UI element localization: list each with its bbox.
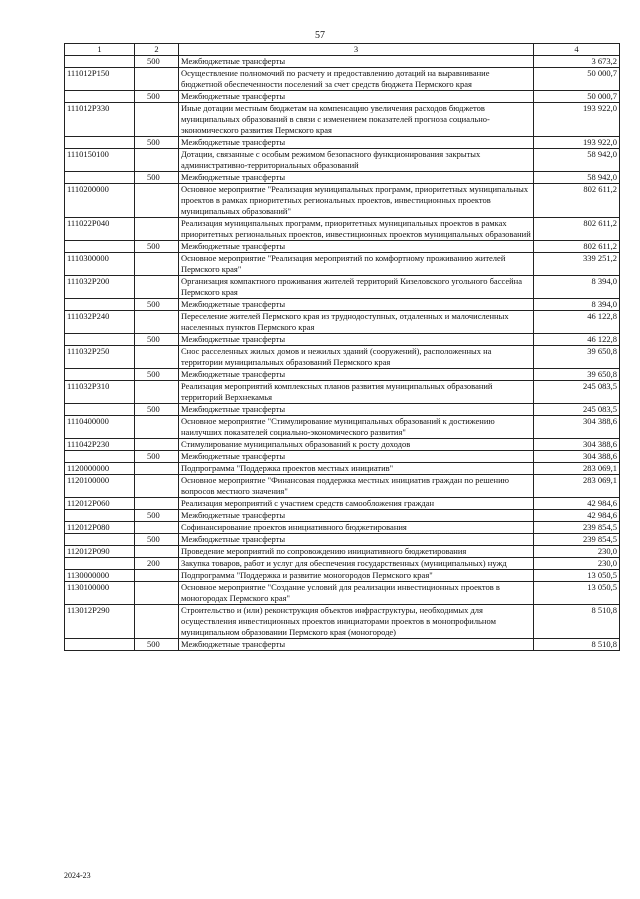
row-expense-type bbox=[135, 416, 179, 439]
row-expense-type bbox=[135, 439, 179, 451]
row-description: Межбюджетные трансферты bbox=[179, 334, 534, 346]
budget-table bbox=[64, 43, 620, 651]
table-row bbox=[65, 463, 620, 475]
table-row bbox=[65, 439, 620, 451]
row-description: Основное мероприятие "Создание условий для реализации инвестиционных проектов в моногородах Пермского края" bbox=[179, 582, 534, 605]
row-description: Переселение жителей Пермского края из труднодоступных, отдаленных и малочисленных населенных пунктов Пермского края bbox=[179, 311, 534, 334]
table-row bbox=[65, 184, 620, 218]
table-row bbox=[65, 276, 620, 299]
row-code bbox=[65, 241, 135, 253]
row-code: 1120000000 bbox=[65, 463, 135, 475]
row-code: 111022P040 bbox=[65, 218, 135, 241]
row-description: Основное мероприятие "Стимулирование муниципальных образований к достижению наилучших показателей социально-экономического развития" bbox=[179, 416, 534, 439]
row-code: 1110300000 bbox=[65, 253, 135, 276]
table-row bbox=[65, 522, 620, 534]
row-code bbox=[65, 137, 135, 149]
row-code: 113012P290 bbox=[65, 605, 135, 639]
row-expense-type: 500 bbox=[135, 299, 179, 311]
row-description: Межбюджетные трансферты bbox=[179, 56, 534, 68]
row-expense-type: 500 bbox=[135, 56, 179, 68]
row-expense-type: 500 bbox=[135, 639, 179, 651]
table-row bbox=[65, 369, 620, 381]
row-expense-type bbox=[135, 463, 179, 475]
row-description: Основное мероприятие "Реализация муниципальных программ, приоритетных муниципальных проектов в рамках приоритетных региональных проектов, инвестиционных проектов муниципальных образований" bbox=[179, 184, 534, 218]
row-amount: 42 984,6 bbox=[534, 498, 620, 510]
table-row bbox=[65, 253, 620, 276]
row-amount: 304 388,6 bbox=[534, 416, 620, 439]
row-description: Реализация муниципальных программ, приоритетных муниципальных проектов в рамках приоритетных региональных проектов, инвестиционных проектов муниципальных образований bbox=[179, 218, 534, 241]
row-description: Межбюджетные трансферты bbox=[179, 404, 534, 416]
row-description: Реализация мероприятий комплексных планов развития муниципальных образований территорий Верхнекамья bbox=[179, 381, 534, 404]
header-col-4: 4 bbox=[534, 44, 620, 56]
row-expense-type bbox=[135, 311, 179, 334]
row-expense-type: 500 bbox=[135, 91, 179, 103]
table-row bbox=[65, 346, 620, 369]
row-expense-type bbox=[135, 498, 179, 510]
row-expense-type: 500 bbox=[135, 534, 179, 546]
row-amount: 58 942,0 bbox=[534, 172, 620, 184]
table-row bbox=[65, 241, 620, 253]
row-expense-type: 200 bbox=[135, 558, 179, 570]
row-amount: 802 611,2 bbox=[534, 218, 620, 241]
row-expense-type bbox=[135, 522, 179, 534]
row-code: 1110400000 bbox=[65, 416, 135, 439]
row-expense-type bbox=[135, 605, 179, 639]
table-row bbox=[65, 381, 620, 404]
row-expense-type bbox=[135, 149, 179, 172]
table-row bbox=[65, 451, 620, 463]
row-amount: 8 394,0 bbox=[534, 276, 620, 299]
row-code: 112012P090 bbox=[65, 546, 135, 558]
table-row bbox=[65, 498, 620, 510]
row-code bbox=[65, 451, 135, 463]
row-amount: 39 650,8 bbox=[534, 346, 620, 369]
row-code bbox=[65, 558, 135, 570]
row-description: Иные дотации местным бюджетам на компенсацию увеличения расходов бюджетов муниципальных образований в связи с изменением показателей прогноза социально-экономического развития Пермского края bbox=[179, 103, 534, 137]
row-amount: 8 510,8 bbox=[534, 639, 620, 651]
row-code: 111032P200 bbox=[65, 276, 135, 299]
row-amount: 58 942,0 bbox=[534, 149, 620, 172]
row-description: Проведение мероприятий по сопровождению инициативного бюджетирования bbox=[179, 546, 534, 558]
row-code: 1110200000 bbox=[65, 184, 135, 218]
page-number: 57 bbox=[315, 30, 325, 41]
row-code: 1110150100 bbox=[65, 149, 135, 172]
row-expense-type bbox=[135, 184, 179, 218]
row-amount: 46 122,8 bbox=[534, 334, 620, 346]
row-description: Закупка товаров, работ и услуг для обеспечения государственных (муниципальных) нужд bbox=[179, 558, 534, 570]
row-expense-type bbox=[135, 103, 179, 137]
row-expense-type bbox=[135, 68, 179, 91]
row-amount: 304 388,6 bbox=[534, 451, 620, 463]
header-col-2: 2 bbox=[135, 44, 179, 56]
row-code bbox=[65, 91, 135, 103]
table-row bbox=[65, 311, 620, 334]
row-expense-type bbox=[135, 218, 179, 241]
row-code: 111032P310 bbox=[65, 381, 135, 404]
row-expense-type: 500 bbox=[135, 369, 179, 381]
row-code bbox=[65, 299, 135, 311]
row-description: Межбюджетные трансферты bbox=[179, 172, 534, 184]
table-row bbox=[65, 475, 620, 498]
table-row bbox=[65, 172, 620, 184]
row-amount: 50 000,7 bbox=[534, 91, 620, 103]
row-amount: 245 083,5 bbox=[534, 381, 620, 404]
footer-code: 2024-23 bbox=[64, 871, 91, 880]
row-code bbox=[65, 369, 135, 381]
row-code bbox=[65, 404, 135, 416]
row-expense-type bbox=[135, 570, 179, 582]
row-expense-type: 500 bbox=[135, 510, 179, 522]
table-row bbox=[65, 91, 620, 103]
row-expense-type: 500 bbox=[135, 241, 179, 253]
row-expense-type: 500 bbox=[135, 451, 179, 463]
row-code bbox=[65, 639, 135, 651]
row-expense-type bbox=[135, 546, 179, 558]
table-row bbox=[65, 56, 620, 68]
row-description: Межбюджетные трансферты bbox=[179, 241, 534, 253]
row-description: Основное мероприятие "Реализация мероприятий по комфортному проживанию жителей Пермского края" bbox=[179, 253, 534, 276]
table-row bbox=[65, 510, 620, 522]
row-code: 112012P060 bbox=[65, 498, 135, 510]
header-col-3: 3 bbox=[179, 44, 534, 56]
row-amount: 230,0 bbox=[534, 558, 620, 570]
row-amount: 3 673,2 bbox=[534, 56, 620, 68]
row-amount: 802 611,2 bbox=[534, 184, 620, 218]
table-row bbox=[65, 558, 620, 570]
row-code bbox=[65, 172, 135, 184]
row-expense-type: 500 bbox=[135, 137, 179, 149]
row-amount: 42 984,6 bbox=[534, 510, 620, 522]
row-code bbox=[65, 56, 135, 68]
row-code: 112012P080 bbox=[65, 522, 135, 534]
row-description: Софинансирование проектов инициативного бюджетирования bbox=[179, 522, 534, 534]
row-amount: 8 394,0 bbox=[534, 299, 620, 311]
row-description: Межбюджетные трансферты bbox=[179, 137, 534, 149]
row-description: Строительство и (или) реконструкция объектов инфраструктуры, необходимых для осуществления инвестиционных проектов инициаторами проектов в монопрофильном муниципальном образовании Пермского края (моногороде) bbox=[179, 605, 534, 639]
row-code: 111032P240 bbox=[65, 311, 135, 334]
row-amount: 193 922,0 bbox=[534, 103, 620, 137]
row-code: 1130100000 bbox=[65, 582, 135, 605]
row-expense-type bbox=[135, 253, 179, 276]
row-code: 1120100000 bbox=[65, 475, 135, 498]
row-expense-type: 500 bbox=[135, 404, 179, 416]
row-code: 111012P330 bbox=[65, 103, 135, 137]
row-amount: 193 922,0 bbox=[534, 137, 620, 149]
row-description: Межбюджетные трансферты bbox=[179, 510, 534, 522]
table-row bbox=[65, 534, 620, 546]
table-header-row bbox=[65, 44, 620, 56]
table-row bbox=[65, 570, 620, 582]
row-description: Стимулирование муниципальных образований к росту доходов bbox=[179, 439, 534, 451]
row-code: 111032P250 bbox=[65, 346, 135, 369]
row-amount: 46 122,8 bbox=[534, 311, 620, 334]
row-code bbox=[65, 334, 135, 346]
table-row bbox=[65, 103, 620, 137]
row-expense-type bbox=[135, 475, 179, 498]
row-amount: 8 510,8 bbox=[534, 605, 620, 639]
row-code bbox=[65, 510, 135, 522]
table-row bbox=[65, 404, 620, 416]
table-row bbox=[65, 605, 620, 639]
row-code: 1130000000 bbox=[65, 570, 135, 582]
row-amount: 245 083,5 bbox=[534, 404, 620, 416]
table-row bbox=[65, 218, 620, 241]
row-amount: 13 050,5 bbox=[534, 570, 620, 582]
row-amount: 283 069,1 bbox=[534, 463, 620, 475]
row-amount: 239 854,5 bbox=[534, 534, 620, 546]
row-amount: 39 650,8 bbox=[534, 369, 620, 381]
row-description: Межбюджетные трансферты bbox=[179, 534, 534, 546]
row-expense-type: 500 bbox=[135, 334, 179, 346]
table-row bbox=[65, 137, 620, 149]
row-amount: 283 069,1 bbox=[534, 475, 620, 498]
row-description: Осуществление полномочий по расчету и предоставлению дотаций на выравнивание бюджетной обеспеченности поселений за счет средств бюджета Пермского края bbox=[179, 68, 534, 91]
row-description: Снос расселенных жилых домов и нежилых зданий (сооружений), расположенных на территории муниципальных образований Пермского края bbox=[179, 346, 534, 369]
row-description: Основное мероприятие "Финансовая поддержка местных инициатив граждан по решению вопросов местного значения" bbox=[179, 475, 534, 498]
row-expense-type bbox=[135, 276, 179, 299]
row-expense-type bbox=[135, 582, 179, 605]
table-row bbox=[65, 149, 620, 172]
row-amount: 230,0 bbox=[534, 546, 620, 558]
table-row bbox=[65, 299, 620, 311]
row-amount: 802 611,2 bbox=[534, 241, 620, 253]
header-col-1: 1 bbox=[65, 44, 135, 56]
table-row bbox=[65, 334, 620, 346]
row-description: Реализация мероприятий с участием средств самообложения граждан bbox=[179, 498, 534, 510]
table-row bbox=[65, 582, 620, 605]
row-description: Организация компактного проживания жителей территорий Кизеловского угольного бассейна Пермского края bbox=[179, 276, 534, 299]
row-description: Подпрограмма "Поддержка и развитие моногородов Пермского края" bbox=[179, 570, 534, 582]
row-expense-type bbox=[135, 346, 179, 369]
row-description: Межбюджетные трансферты bbox=[179, 91, 534, 103]
row-description: Дотации, связанные с особым режимом безопасного функционирования закрытых административно-территориальных образований bbox=[179, 149, 534, 172]
row-amount: 50 000,7 bbox=[534, 68, 620, 91]
table-row bbox=[65, 68, 620, 91]
row-amount: 304 388,6 bbox=[534, 439, 620, 451]
row-description: Межбюджетные трансферты bbox=[179, 299, 534, 311]
table-row bbox=[65, 639, 620, 651]
row-code bbox=[65, 534, 135, 546]
row-code: 111042P230 bbox=[65, 439, 135, 451]
row-description: Межбюджетные трансферты bbox=[179, 451, 534, 463]
row-amount: 239 854,5 bbox=[534, 522, 620, 534]
row-description: Подпрограмма "Поддержка проектов местных инициатив" bbox=[179, 463, 534, 475]
row-code: 111012P150 bbox=[65, 68, 135, 91]
row-expense-type: 500 bbox=[135, 172, 179, 184]
table-row bbox=[65, 546, 620, 558]
row-amount: 339 251,2 bbox=[534, 253, 620, 276]
row-expense-type bbox=[135, 381, 179, 404]
table-row bbox=[65, 416, 620, 439]
row-amount: 13 050,5 bbox=[534, 582, 620, 605]
row-description: Межбюджетные трансферты bbox=[179, 369, 534, 381]
row-description: Межбюджетные трансферты bbox=[179, 639, 534, 651]
